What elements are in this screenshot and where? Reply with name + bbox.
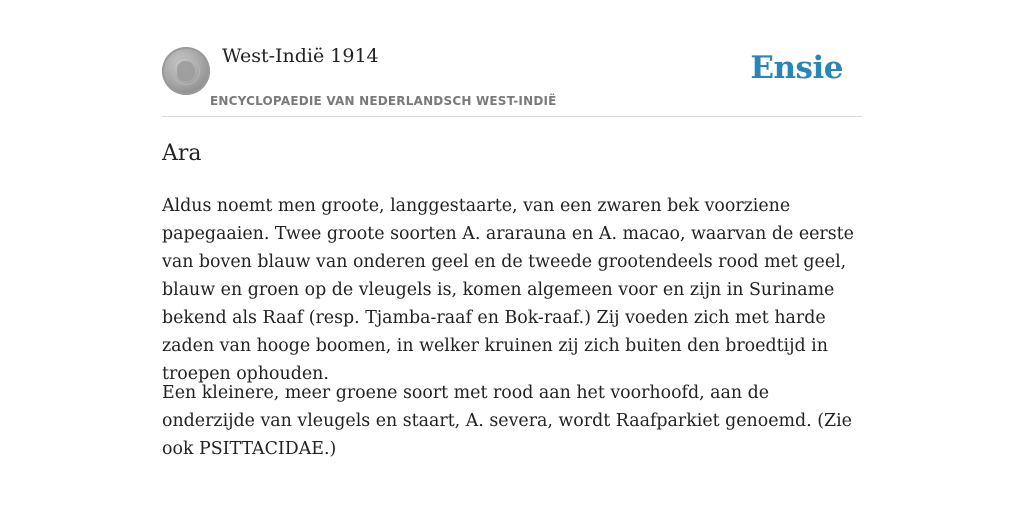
ensie-logo-link[interactable]: Ensie [750,50,843,86]
site-title[interactable]: West-Indië 1914 [222,45,379,67]
article-paragraph: Aldus noemt men groote, langgestaarte, van een zwaren bek voorziene papegaaien. Twee groote soorten A. ararauna en A. macao, waarvan de eerste van boven blauw van onderen geel en de tweede grootendeels rood met geel, blauw en groen op de vleugels is, komen algemeen voor en zijn in Suriname bekend als Raaf (resp. Tjamba-raaf en Bok-raaf.) Zij voeden zich met harde zaden van hooge boomen, in welker kruinen zij zich buiten den broedtijd in troepen ophouden. [162,196,854,384]
article-title: Ara [162,141,202,166]
article-paragraph: Een kleinere, meer groene soort met rood aan het voorhoofd, aan de onderzijde van vleugels en staart, A. severa, wordt Raafparkiet genoemd. (Zie ook PSITTACIDAE.) [162,383,852,459]
site-header [162,0,862,117]
site-subtitle: ENCYCLOPAEDIE VAN NEDERLANDSCH WEST-INDIË [210,94,557,108]
coin-icon[interactable] [162,47,210,95]
page [162,0,862,459]
lion-emblem [177,61,195,81]
